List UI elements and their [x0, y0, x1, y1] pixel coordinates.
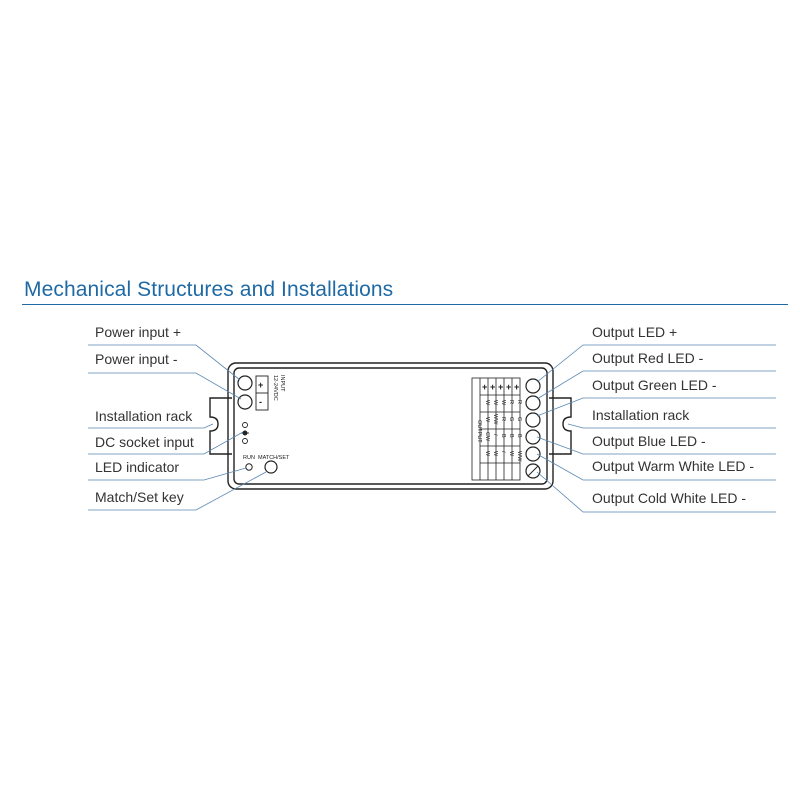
label-output-led-plus: Output LED + — [592, 324, 678, 340]
output-screws — [526, 379, 540, 478]
label-installation-rack-right: Installation rack — [592, 407, 690, 423]
label-dc-socket-input: DC socket input — [95, 434, 194, 450]
svg-text:/: / — [492, 434, 498, 436]
label-output-cold-white-led: Output Cold White LED - — [592, 490, 747, 506]
label-power-input-plus: Power input + — [95, 324, 181, 340]
svg-text:R: R — [500, 417, 506, 421]
input-plus-mark: + — [258, 380, 264, 390]
svg-text:W: W — [484, 451, 490, 457]
svg-text:B: B — [508, 434, 514, 438]
label-installation-rack-left: Installation rack — [95, 408, 193, 424]
svg-text:W: W — [492, 451, 498, 457]
dc-socket — [241, 423, 249, 444]
input-voltage: 12-24VDC — [272, 375, 278, 401]
power-minus-screw — [238, 395, 252, 409]
svg-text:W: W — [508, 451, 514, 457]
right-leader-lines — [537, 345, 776, 512]
output-label: OUTPUT — [476, 420, 482, 443]
svg-text:W: W — [484, 417, 490, 423]
input-label: INPUT — [279, 375, 285, 392]
label-power-input-minus: Power input - — [95, 351, 178, 367]
run-label: RUN — [243, 455, 255, 461]
svg-text:G: G — [516, 417, 522, 422]
svg-text:+: + — [498, 382, 504, 392]
svg-text:+: + — [506, 382, 512, 392]
output-column-3 — [498, 382, 506, 453]
label-output-blue-led: Output Blue LED - — [592, 433, 706, 449]
svg-text:WW: WW — [516, 451, 522, 462]
left-leader-lines — [88, 345, 266, 510]
svg-text:WW: WW — [492, 414, 498, 425]
svg-text:B: B — [500, 434, 506, 438]
svg-text:W: W — [492, 400, 498, 406]
match-set-button[interactable] — [265, 461, 277, 473]
svg-text:+: + — [514, 382, 520, 392]
svg-text:G: G — [508, 417, 514, 422]
label-output-red-led: Output Red LED - — [592, 350, 704, 366]
svg-text:/: / — [500, 451, 506, 453]
match-set-label: MATCH/SET — [258, 455, 290, 461]
input-terminals — [238, 376, 268, 410]
led-indicator-light — [246, 464, 252, 470]
label-led-indicator: LED indicator — [95, 459, 180, 475]
svg-text:CW: CW — [484, 432, 490, 442]
label-match-set-key: Match/Set key — [95, 489, 184, 505]
output-column-5 — [514, 382, 522, 462]
svg-text:+: + — [490, 382, 496, 392]
svg-text:W: W — [484, 400, 490, 406]
page-title: Mechanical Structures and Installations — [24, 278, 394, 301]
power-plus-screw — [238, 376, 252, 390]
input-minus-mark: - — [259, 397, 262, 407]
svg-text:+: + — [482, 382, 488, 392]
label-output-green-led: Output Green LED - — [592, 377, 717, 393]
label-output-warm-white-led: Output Warm White LED - — [592, 458, 755, 474]
svg-text:W: W — [500, 400, 506, 406]
svg-text:B: B — [516, 434, 522, 438]
svg-text:R: R — [516, 400, 522, 404]
svg-text:R: R — [508, 400, 514, 404]
